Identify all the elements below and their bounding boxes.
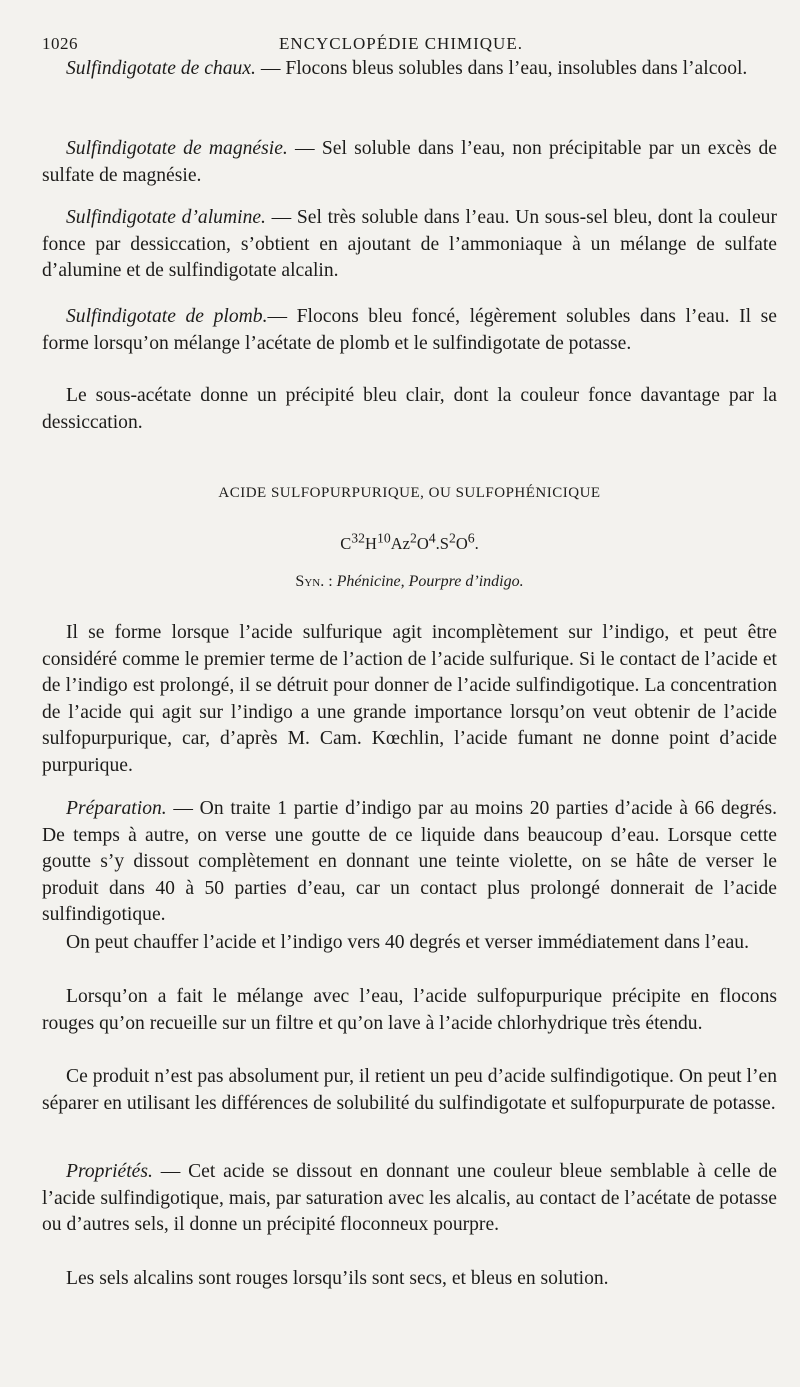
term-alumine: Sulfindigotate d’alumine.	[66, 207, 266, 228]
text-chaux: — Flocons bleus solubles dans l’eau, insolubles dans l’alcool.	[255, 58, 748, 79]
text-alumine: — Sel très soluble dans l’eau. Un sous-sel bleu, dont la couleur fonce par dessiccation, s’obtient en ajoutant de l’ammoniaque à un mélange de sulfate d’alumine et de sulfindigotate alcalin.	[42, 207, 778, 281]
term-proprietes: Propriétés.	[66, 1161, 153, 1182]
paragraph-produit: Ce produit n’est pas absolument pur, il retient un peu d’acide sulfindigotique. On peut l’en séparer en utilisant les différences de solubilité du sulfindigotate et sulfopurpurate de potasse.	[42, 1066, 777, 1114]
text-preparation: — On traite 1 partie d’indigo par au moins 20 parties d’acide à 66 degrés. De temps à autre, on verse une goutte de ce liquide dans beaucoup d’eau. Lorsque cette goutte s’y dissout complètement en donnant une teinte violette, on se hâte de verser le produit dans 40 à 50 parties d’eau, car un contact plus prolongé donnerait de l’acide sulfindigotique.	[42, 798, 777, 925]
text-magnesie: — Sel soluble dans l’eau, non précipitable par un excès de sulfate de magnésie.	[42, 138, 777, 186]
paragraph-sels-alcalins: Les sels alcalins sont rouges lorsqu’ils sont secs, et bleus en solution.	[66, 1268, 609, 1289]
page-header	[42, 30, 760, 58]
term-magnesie: Sulfindigotate de magnésie.	[66, 138, 288, 159]
section-title: ACIDE SULFOPURPURIQUE, OU SULFOPHÉNICIQUE	[218, 485, 601, 501]
syn-label: Syn. :	[295, 573, 333, 590]
text-plomb: — Flocons bleu foncé, légèrement solubles dans l’eau. Il se forme lorsqu’on mélange l’acétate de plomb et le sulfindigotate de potasse.	[42, 306, 777, 354]
paragraph-formation: Il se forme lorsque l’acide sulfurique agit incomplètement sur l’indigo, et peut être considéré comme le premier terme de l’action de l’acide sulfurique. Si le contact de l’acide et de l’indigo est prolongé, il se détruit pour donner de l’acide sulfindigotique. La concentration de l’acide qui agit sur l’indigo a une grande importance lorsqu’on veut obtenir de l’acide sulfopurpurique, car, d’après M. Cam. Kœchlin, l’acide fumant ne donne point d’acide purpurique.	[42, 622, 777, 776]
chemical-formula	[42, 530, 777, 554]
paragraph-melange: Lorsqu’on a fait le mélange avec l’eau, l’acide sulfopurpurique précipite en flocons rouges qu’on recueille sur un filtre et qu’on lave à l’acide chlorhydrique très étendu.	[42, 986, 777, 1034]
term-chaux: Sulfindigotate de chaux.	[66, 58, 256, 79]
text-proprietes: — Cet acide se dissout en donnant une couleur bleue semblable à celle de l’acide sulfindigotique, mais, par saturation avec les alcalis, au contact de l’acétate de potasse ou d’autres sels, il donne un précipité floconneux pourpre.	[42, 1161, 777, 1235]
term-preparation: Préparation.	[66, 798, 167, 819]
paragraph-magnesie	[42, 136, 777, 189]
paragraph-proprietes	[42, 1159, 777, 1239]
paragraph-alumine	[42, 205, 777, 285]
term-plomb: Sulfindigotate de plomb.	[66, 306, 268, 327]
paragraph-chauffer: On peut chauffer l’acide et l’indigo vers 40 degrés et verser immédiatement dans l’eau.	[66, 932, 749, 953]
synonyms-line	[42, 573, 777, 591]
page-number: 1026	[42, 34, 78, 53]
paragraph-sous-acetate: Le sous-acétate donne un précipité bleu clair, dont la couleur fonce davantage par la dessiccation.	[42, 385, 777, 433]
paragraph-plomb	[42, 304, 777, 357]
paragraph-chaux	[42, 56, 777, 83]
syn-text: Phénicine, Pourpre d’indigo.	[332, 573, 524, 590]
formula-text: $C^{32}H^{10}Az^2O^4.S^2O^6$.	[340, 530, 479, 553]
running-title: ENCYCLOPÉDIE CHIMIQUE.	[279, 34, 523, 53]
paragraph-preparation	[42, 796, 777, 929]
